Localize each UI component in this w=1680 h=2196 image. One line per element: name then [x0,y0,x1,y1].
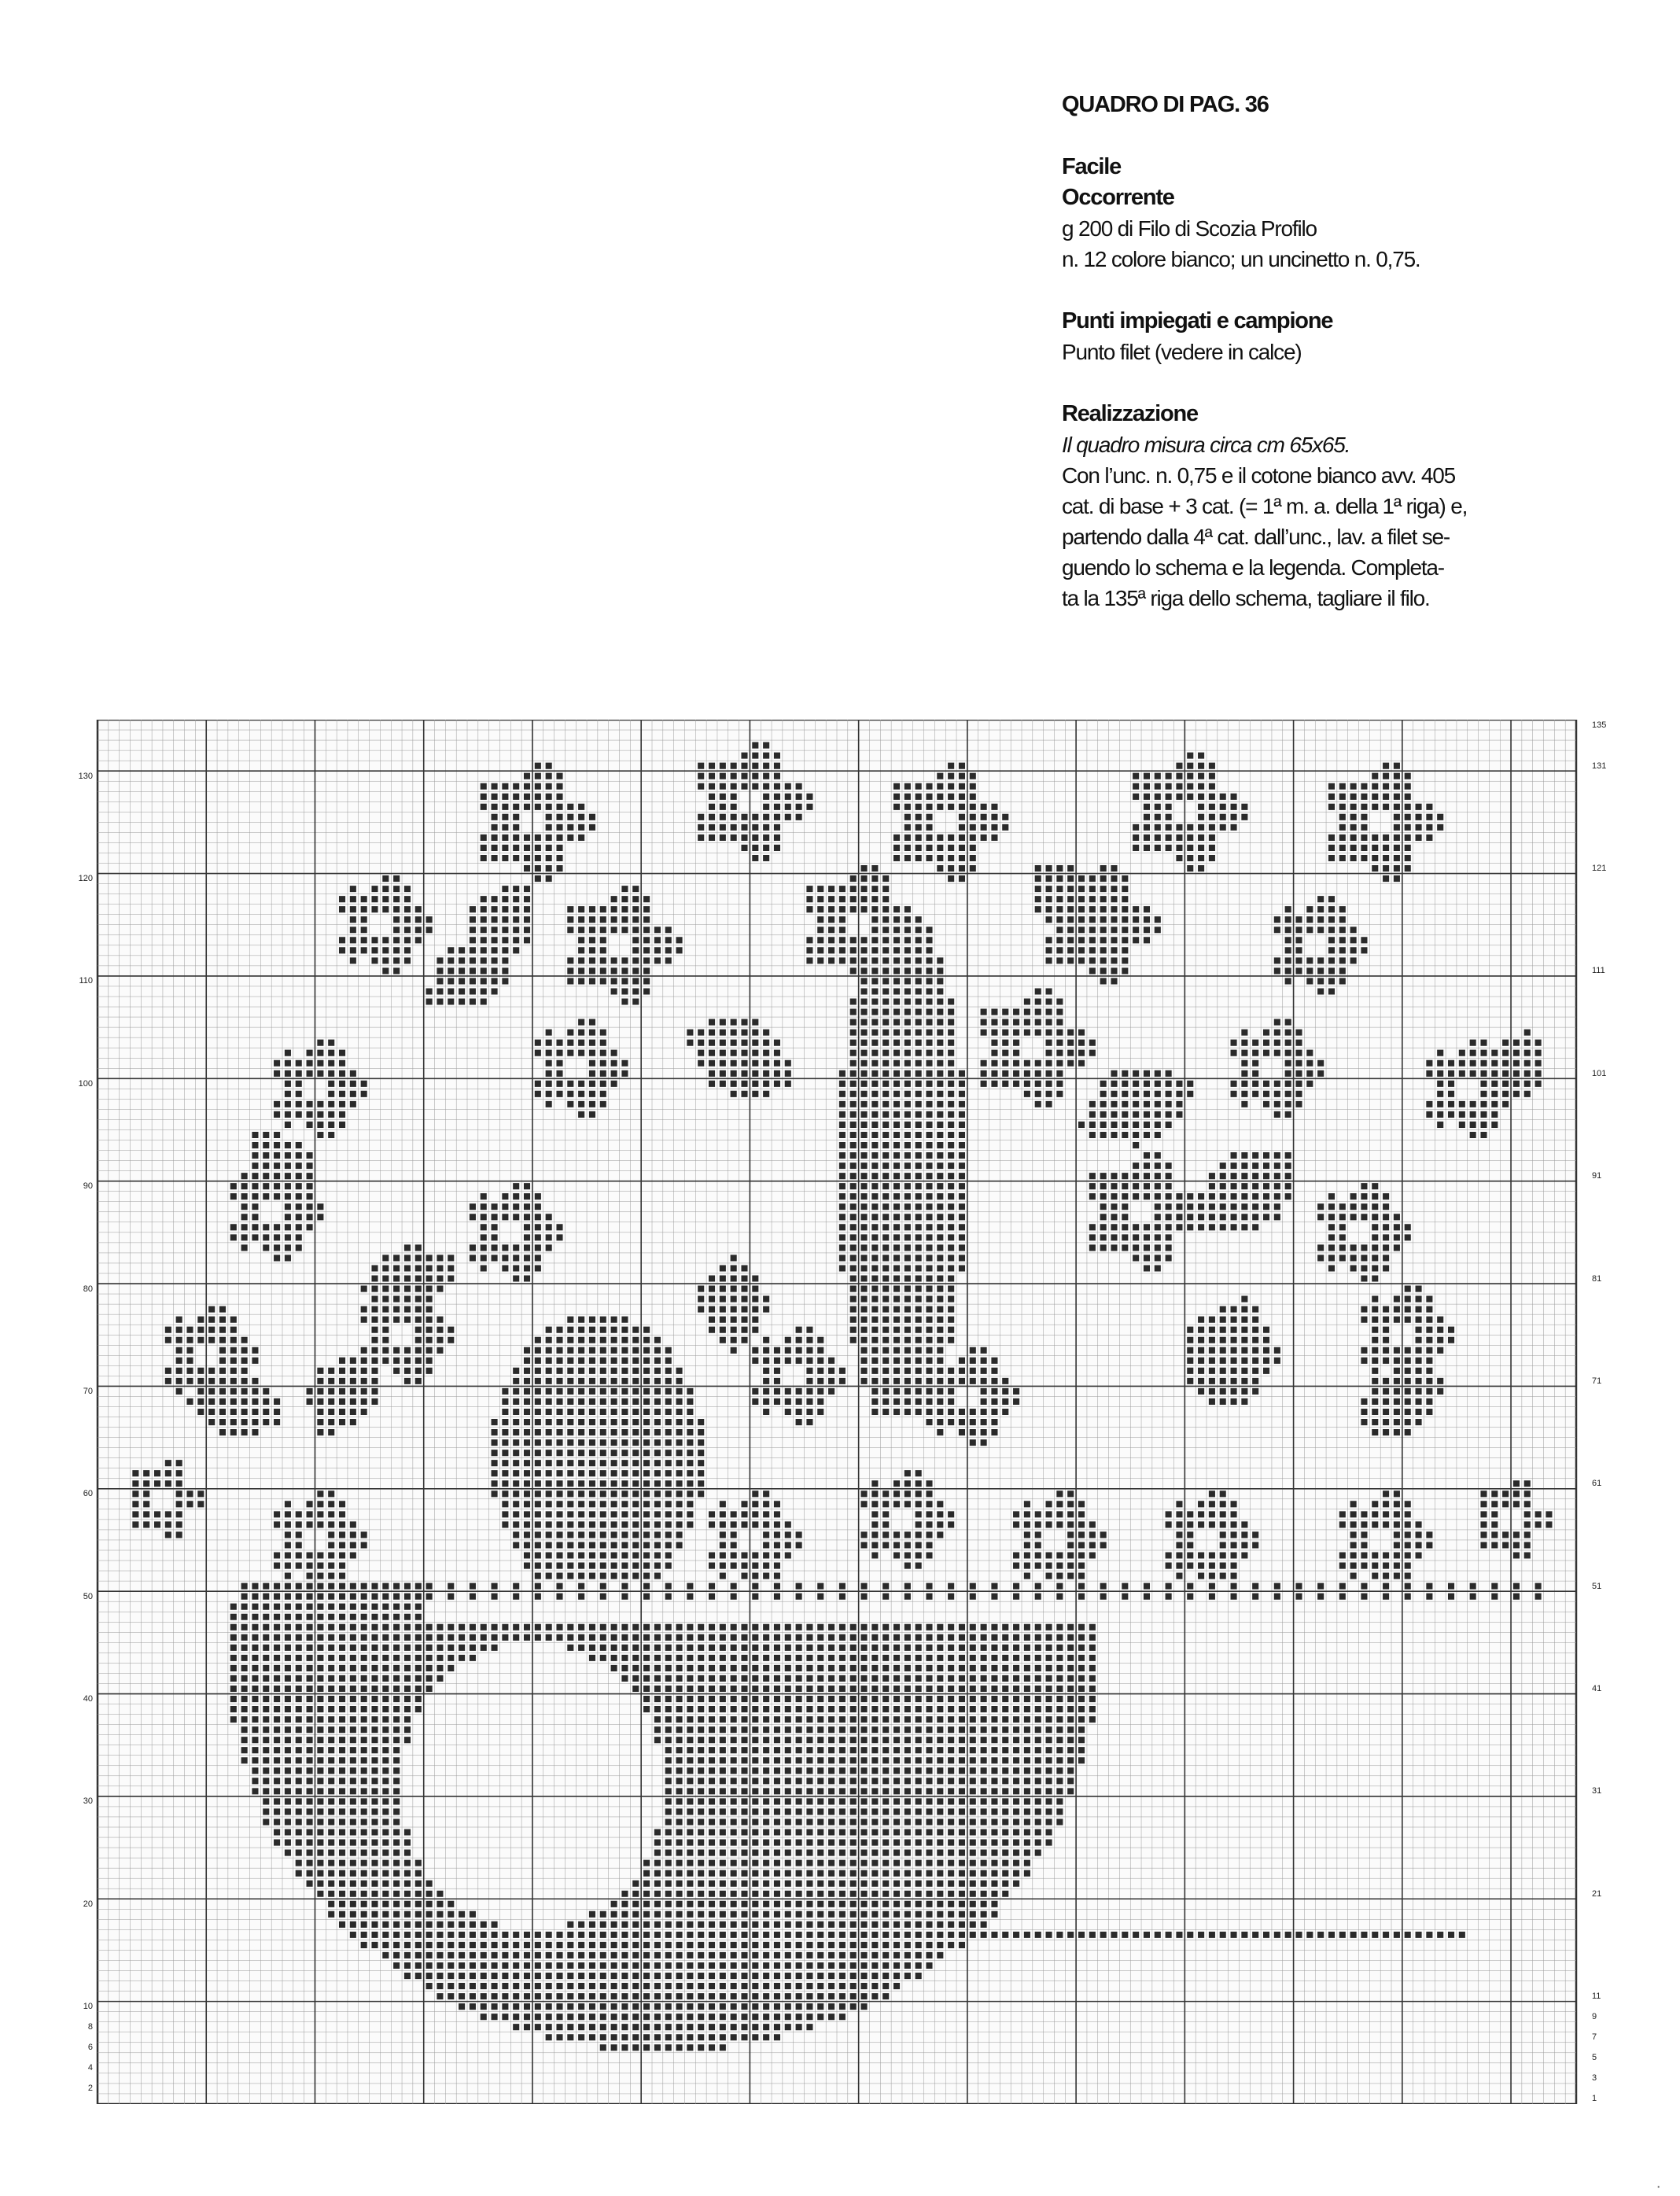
row-label-right: 61 [1592,1479,1602,1489]
row-label-right: 81 [1592,1273,1602,1284]
row-label-right: 9 [1592,2012,1597,2022]
row-label-left: 50 [83,1591,93,1601]
row-label-left: 40 [83,1694,93,1704]
row-label-right: 21 [1592,1888,1602,1899]
difficulty-label: Facile [1062,154,1122,179]
filet-grid [94,720,1579,2104]
row-label-right: 7 [1592,2032,1597,2043]
row-label-right: 1 [1592,2094,1597,2104]
making-heading: Realizzazione [1062,401,1198,426]
row-label-right: 135 [1592,720,1607,730]
row-label-left: 90 [83,1181,93,1192]
row-label-right: 71 [1592,1376,1602,1386]
making-line-5: ta la 135ª riga dello schema, tagliare il filo. [1062,586,1430,610]
row-label-left: 8 [87,2022,93,2032]
stitches-text: Punto filet (vedere in calce) [1062,340,1302,364]
row-label-left: 4 [87,2063,93,2073]
stitches-heading: Punti impiegati e campione [1062,308,1333,333]
row-label-left: 80 [83,1284,93,1294]
making-line-1: Con l’unc. n. 0,75 e il cotone bianco avv. 405 [1062,463,1455,488]
instructions-column [1062,90,1581,613]
materials-line-2: n. 12 colore bianco; un uncinetto n. 0,75. [1062,247,1420,271]
row-label-left: 100 [78,1078,93,1089]
making-line-4: guendo lo schema e la legenda. Completa- [1062,555,1444,580]
materials-line-1: g 200 di Filo di Scozia Profilo [1062,216,1317,241]
materials-heading: Occorrente [1062,185,1174,210]
row-label-left: 110 [79,976,93,986]
row-label-right: 51 [1592,1581,1602,1591]
row-label-right: 11 [1592,1992,1601,2002]
row-label-right: 5 [1592,2053,1597,2063]
page-dot: · [1656,2178,1661,2195]
pattern-title: QUADRO DI PAG. 36 [1062,92,1269,117]
row-label-left: 60 [83,1489,93,1499]
row-label-left: 30 [83,1796,93,1807]
row-label-right: 91 [1592,1171,1602,1181]
row-label-right: 3 [1592,2073,1597,2084]
making-line-3: partendo dalla 4ª cat. dall’unc., lav. a filet se- [1062,525,1450,549]
row-label-right: 121 [1592,864,1607,874]
row-label-left: 120 [78,874,93,884]
row-label-left: 70 [83,1386,93,1396]
row-label-right: 111 [1592,966,1605,976]
row-label-right: 131 [1592,761,1607,771]
row-label-left: 2 [87,2084,93,2094]
row-label-right: 31 [1592,1786,1602,1796]
row-label-left: 130 [78,771,93,781]
filet-chart [78,720,1633,2104]
row-label-right: 101 [1592,1068,1607,1078]
row-label-left: 6 [87,2043,93,2053]
row-label-left: 10 [83,2002,93,2012]
making-size: Il quadro misura circa cm 65x65. [1062,433,1350,457]
row-label-right: 41 [1592,1684,1602,1693]
row-label-left: 20 [83,1899,93,1909]
making-line-2: cat. di base + 3 cat. (= 1ª m. a. della 1ª riga) e, [1062,494,1468,518]
